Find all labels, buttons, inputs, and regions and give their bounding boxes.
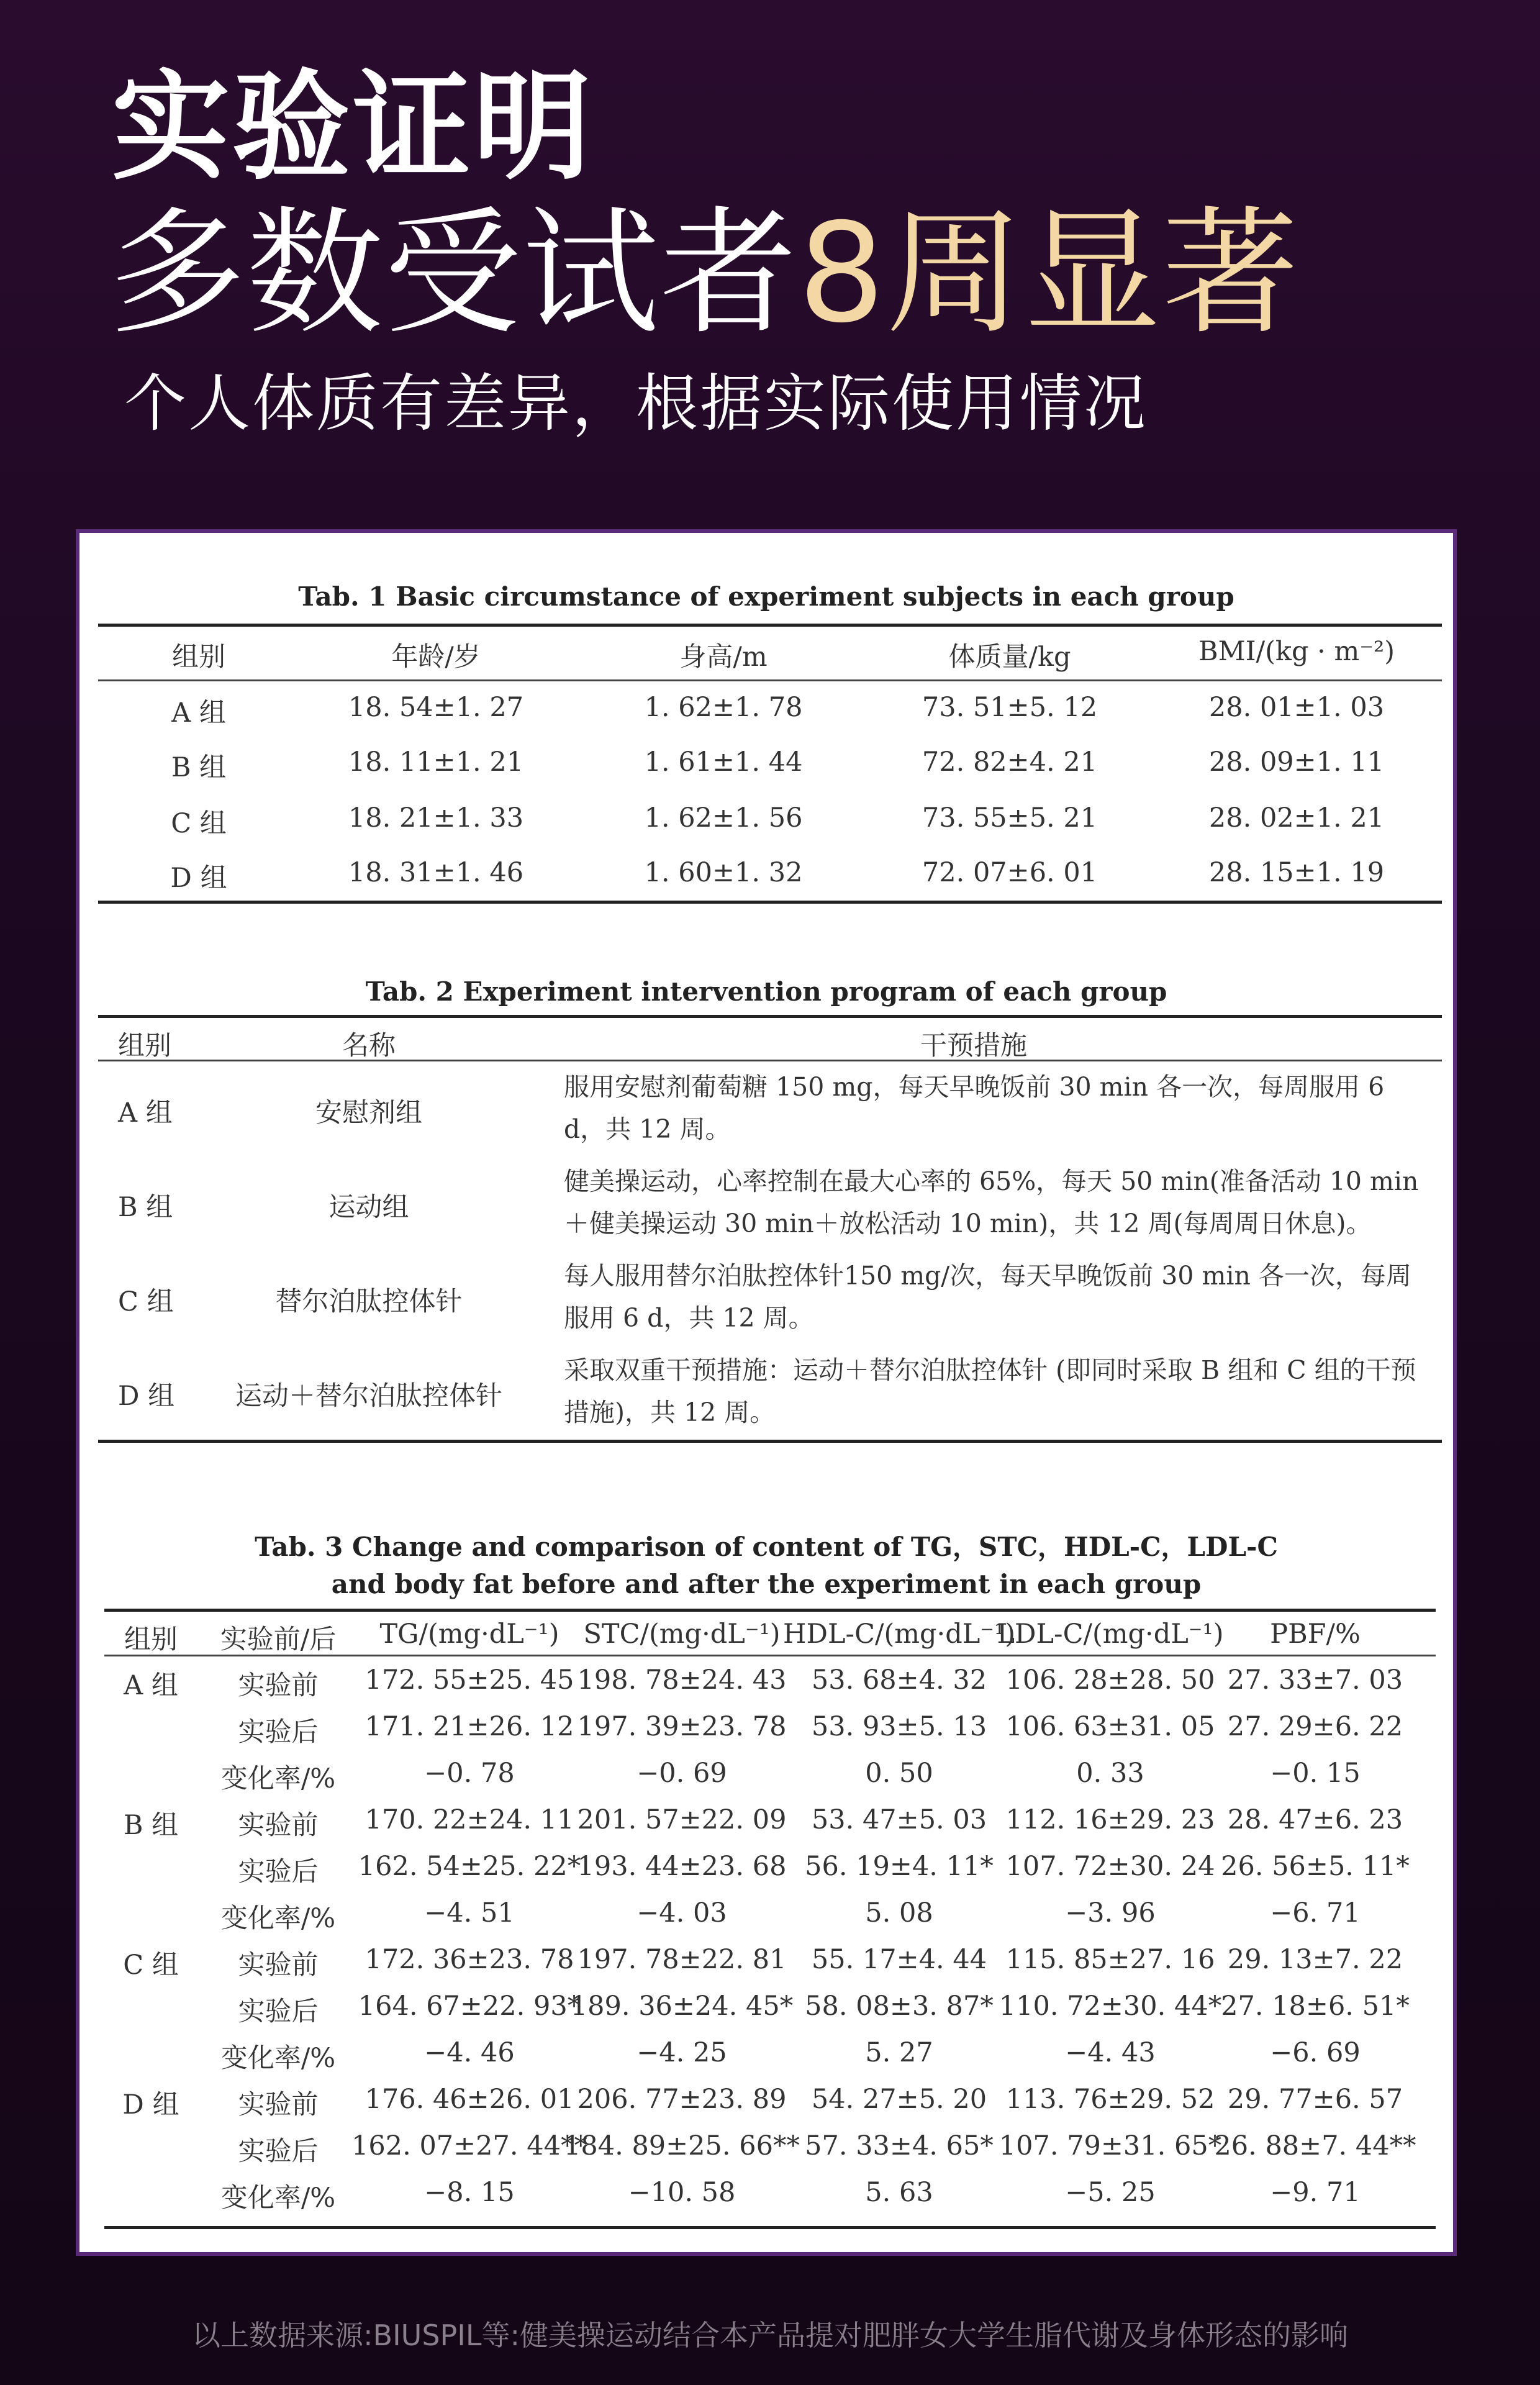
table3-cell: 实验后 [238,1996,319,2027]
table3-cell: C 组 [123,1950,179,1981]
table3-cell: −0. 78 [424,1758,515,1789]
table3-cell: 206. 77±23. 89 [577,2084,787,2115]
table3-cell: −8. 15 [424,2177,515,2208]
table3-header-cell: PBF/% [1270,1619,1361,1650]
table3-top-rule [104,1609,1436,1612]
table2-cell: B 组 [118,1192,173,1223]
table3-cell: 171. 21±26. 12 [365,1711,574,1742]
table3-cell: −10. 58 [628,2177,736,2208]
table3-cell: D 组 [122,2089,179,2120]
table3-cell: 162. 54±25. 22* [358,1851,581,1882]
table3-cell: 193. 44±23. 68 [577,1851,787,1882]
table1-cell: 18. 54±1. 27 [348,692,524,723]
table1-header-cell: 体质量/kg [948,642,1071,673]
table3-bottom-rule [104,2226,1436,2229]
table3-cell: 112. 16±29. 23 [1005,1804,1215,1835]
table3-cell: −4. 46 [424,2037,515,2068]
table1-bottom-rule [98,901,1442,904]
table1-cell: D 组 [170,863,227,894]
table3-caption-line1: Tab. 3 Change and comparison of content of TG，STC，HDL-C，LDL-C [255,1532,1278,1562]
table3-cell: 变化率/% [220,1763,336,1794]
table3-cell: 113. 76±29. 52 [1005,2084,1215,2115]
table3-cell: −4. 43 [1065,2037,1156,2068]
table3-cell: 实验前 [238,1950,319,1981]
table2-cell: D 组 [118,1381,175,1412]
table3-header-cell: TG/(mg·dL⁻¹) [379,1619,559,1650]
table3-cell: 107. 72±30. 24 [1005,1851,1215,1882]
table3-cell: 172. 36±23. 78 [365,1944,574,1975]
table1-cell: C 组 [171,808,227,839]
table1-cell: 28. 09±1. 11 [1208,747,1385,778]
table3-cell: 27. 29±6. 22 [1227,1711,1403,1742]
table3-cell: −6. 71 [1270,1897,1361,1928]
table3-cell: 实验前 [238,1670,319,1701]
headline-line2 [109,194,1300,353]
table3-cell: 184. 89±25. 66** [564,2130,800,2161]
table3-cell: 53. 68±4. 32 [811,1665,987,1696]
table3-cell: −0. 15 [1270,1758,1361,1789]
table2-cell: 每人服用替尔泊肽控体针150 mg/次，每天早晚饭前 30 min 各一次，每周服用 6 d，共 12 周。 [564,1261,1411,1333]
table3-cell: 115. 85±27. 16 [1005,1944,1215,1975]
table1-cell: 18. 11±1. 21 [348,747,524,778]
table3-cell: 5. 27 [865,2037,933,2068]
table1-header-rule [98,679,1442,681]
data-panel [76,529,1457,2256]
table3-cell: 5. 63 [865,2177,933,2208]
table2-header-cell: 名称 [342,1030,396,1061]
table2-bottom-rule [98,1440,1442,1443]
table3-header-cell: 实验前/后 [220,1624,337,1655]
table3-cell: 实验后 [238,2136,319,2167]
table3-cell: A 组 [124,1670,178,1701]
table3-cell: 58. 08±3. 87* [805,1991,994,2022]
table2-cell: 健美操运动，心率控制在最大心率的 65%，每天 50 min(准备活动 10 min＋健美操运动 30 min＋放松活动 10 min)，共 12 周(每周周日休息)。 [564,1166,1419,1238]
table1-cell: 1. 60±1. 32 [644,857,803,888]
table3-header-cell: 组别 [124,1624,178,1655]
table3-header-cell: HDL-C/(mg·dL⁻¹) [783,1619,1015,1650]
headline-line2-prefix: 多数受试者 [109,194,799,353]
headline-subtitle: 个人体质有差异，根据实际使用情况 [124,367,1148,440]
table3-cell: −6. 69 [1270,2037,1361,2068]
table1-cell: 28. 02±1. 21 [1208,802,1385,834]
table3-cell: 164. 67±22. 93* [358,1991,581,2022]
table2-cell: A 组 [118,1097,173,1129]
table3-cell: −0. 69 [636,1758,727,1789]
table3-cell: 53. 93±5. 13 [811,1711,987,1742]
table3-cell: 变化率/% [220,2183,336,2214]
table3-cell: 27. 18±6. 51* [1221,1991,1410,2022]
table2-cell: 服用安慰剂葡萄糖 150 mg，每天早晚饭前 30 min 各一次，每周服用 6 d，共 12 周。 [564,1072,1385,1144]
table3-cell: B 组 [123,1810,179,1841]
table3-cell: 29. 13±7. 22 [1227,1944,1403,1975]
table3-cell: −4. 51 [424,1897,515,1928]
table3-cell: 27. 33±7. 03 [1227,1665,1403,1696]
table1-header-cell: BMI/(kg · m⁻²) [1198,636,1395,667]
table3-cell: 170. 22±24. 11 [365,1804,574,1835]
table3-header-cell: STC/(mg·dL⁻¹) [583,1619,781,1650]
table3-cell: 106. 28±28. 50 [1005,1665,1215,1696]
table3-cell: 26. 88±7. 44** [1214,2130,1416,2161]
table1-cell: 72. 82±4. 21 [922,747,1098,778]
table1-header-cell: 身高/m [679,642,768,673]
table1-cell: A 组 [171,697,226,729]
table1-cell: 28. 15±1. 19 [1208,857,1385,888]
table3-caption-line2: and body fat before and after the experiment in each group [331,1569,1202,1599]
table3-cell: 54. 27±5. 20 [811,2084,987,2115]
table3-cell: 197. 78±22. 81 [577,1944,787,1975]
table3-cell: 变化率/% [220,2043,336,2074]
table3-cell: −3. 96 [1065,1897,1156,1928]
table2-top-rule [98,1015,1442,1018]
table3-cell: 53. 47±5. 03 [811,1804,987,1835]
table3-cell: 实验后 [238,1717,319,1748]
table3-cell: 56. 19±4. 11* [805,1851,994,1882]
table3-cell: −5. 25 [1065,2177,1156,2208]
table3-cell: 110. 72±30. 44* [999,1991,1222,2022]
table1-cell: 18. 31±1. 46 [348,857,524,888]
table2-caption: Tab. 2 Experiment intervention program of each group [365,976,1167,1007]
table3-cell: 55. 17±4. 44 [811,1944,987,1975]
table3-cell: 176. 46±26. 01 [365,2084,574,2115]
table2-cell: 运动组 [328,1192,409,1223]
headline-line1: 实验证明 [112,58,594,196]
table3-cell: 29. 77±6. 57 [1227,2084,1403,2115]
table3-cell: 198. 78±24. 43 [577,1665,787,1696]
table3-header-cell: LDL-C/(mg·dL⁻¹) [997,1619,1224,1650]
table1-cell: B 组 [171,752,227,783]
table3-cell: −4. 03 [636,1897,727,1928]
table3-cell: 0. 50 [865,1758,933,1789]
table1-cell: 73. 55±5. 21 [922,802,1098,834]
table3-cell: 28. 47±6. 23 [1227,1804,1403,1835]
table3-cell: 107. 79±31. 65* [999,2130,1222,2161]
table2-cell: 运动＋替尔泊肽控体针 [235,1381,502,1412]
table1-cell: 28. 01±1. 03 [1208,692,1385,723]
table3-cell: −9. 71 [1270,2177,1361,2208]
table1-cell: 72. 07±6. 01 [922,857,1098,888]
table3-cell: 实验前 [238,2089,319,2120]
table3-cell: 实验后 [238,1856,319,1888]
table3-cell: 106. 63±31. 05 [1005,1711,1215,1742]
source-footnote: 以上数据来源:BIUSPIL等:健美操运动结合本产品提对肥胖女大学生脂代谢及身体形态的影响 [192,2319,1348,2352]
table3-cell: 57. 33±4. 65* [805,2130,994,2161]
table3-cell: 0. 33 [1076,1758,1144,1789]
table3-cell: 201. 57±22. 09 [577,1804,787,1835]
table1-top-rule [98,624,1442,627]
table1-cell: 1. 61±1. 44 [644,747,803,778]
table3-cell: 实验前 [238,1810,319,1841]
table3-cell: 172. 55±25. 45 [365,1665,574,1696]
table1-cell: 1. 62±1. 78 [644,692,803,723]
table3-cell: −4. 25 [636,2037,727,2068]
table3-cell: 189. 36±24. 45* [570,1991,794,2022]
table2-header-rule [98,1060,1442,1061]
table2-cell: C 组 [118,1286,174,1317]
table1-header-cell: 年龄/岁 [391,642,481,673]
table3-cell: 26. 56±5. 11* [1221,1851,1410,1882]
table1-cell: 18. 21±1. 33 [348,802,524,834]
table3-cell: 变化率/% [220,1903,336,1934]
table1-cell: 73. 51±5. 12 [922,692,1098,723]
table2-header-cell: 组别 [118,1030,171,1061]
table3-cell: 197. 39±23. 78 [577,1711,787,1742]
table3-cell: 5. 08 [865,1897,933,1928]
table1-cell: 1. 62±1. 56 [644,802,803,834]
headline-line2-highlight: 8周显著 [798,194,1300,353]
table3-cell: 162. 07±27. 44** [351,2130,587,2161]
table1-caption: Tab. 1 Basic circumstance of experiment subjects in each group [298,581,1234,612]
table2-cell: 采取双重干预措施：运动＋替尔泊肽控体针 (即同时采取 B 组和 C 组的干预措施)，共 12 周。 [564,1355,1416,1427]
table2-header-cell: 干预措施 [920,1030,1027,1061]
table1-header-cell: 组别 [172,642,225,673]
table2-cell: 安慰剂组 [315,1097,422,1129]
table2-cell: 替尔泊肽控体针 [275,1286,463,1317]
